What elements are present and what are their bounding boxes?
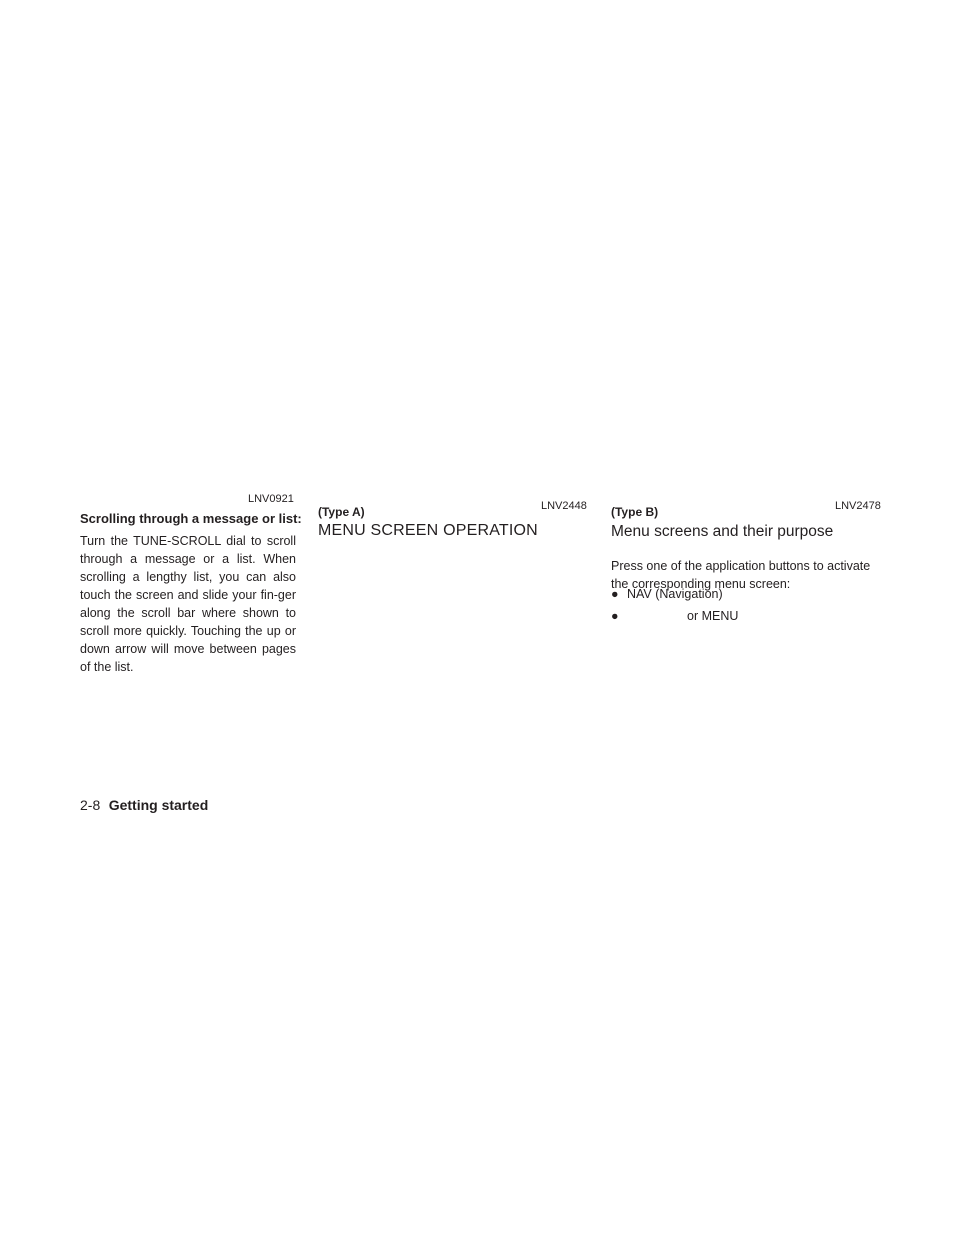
figure-code: LNV0921 xyxy=(248,493,294,505)
paragraph: Turn the TUNE-SCROLL dial to scroll through a message or a list. When scrolling a lengthy list, you can also touch the screen and slide your fin-ger along the scroll bar where shown to scroll more quickly. Touching the up or down arrow will move between pages of the list. xyxy=(80,534,296,674)
type-b-label: (Type B) xyxy=(611,505,659,519)
sub-heading: Scrolling through a message or list: xyxy=(80,511,302,526)
chapter-title: Getting started xyxy=(108,797,209,813)
list-item-text: or MENU xyxy=(687,609,739,623)
list-item-text: NAV (Navigation) xyxy=(627,587,723,601)
type-a-label: (Type A) xyxy=(318,505,365,519)
page-number: 2-8 xyxy=(80,797,101,813)
list-item xyxy=(611,607,738,625)
figure-code: LNV2478 xyxy=(835,500,881,512)
subsection-heading: Menu screens and their purpose xyxy=(611,523,834,540)
intro-paragraph: Press one of the application buttons to activate the corresponding menu screen: xyxy=(611,559,871,591)
bullet-icon: ● xyxy=(611,609,619,623)
bullet-icon: ● xyxy=(611,587,619,601)
page-footer xyxy=(80,797,208,815)
section-heading: MENU SCREEN OPERATION xyxy=(318,522,538,539)
list-item xyxy=(611,585,723,603)
figure-code: LNV2448 xyxy=(541,500,587,512)
